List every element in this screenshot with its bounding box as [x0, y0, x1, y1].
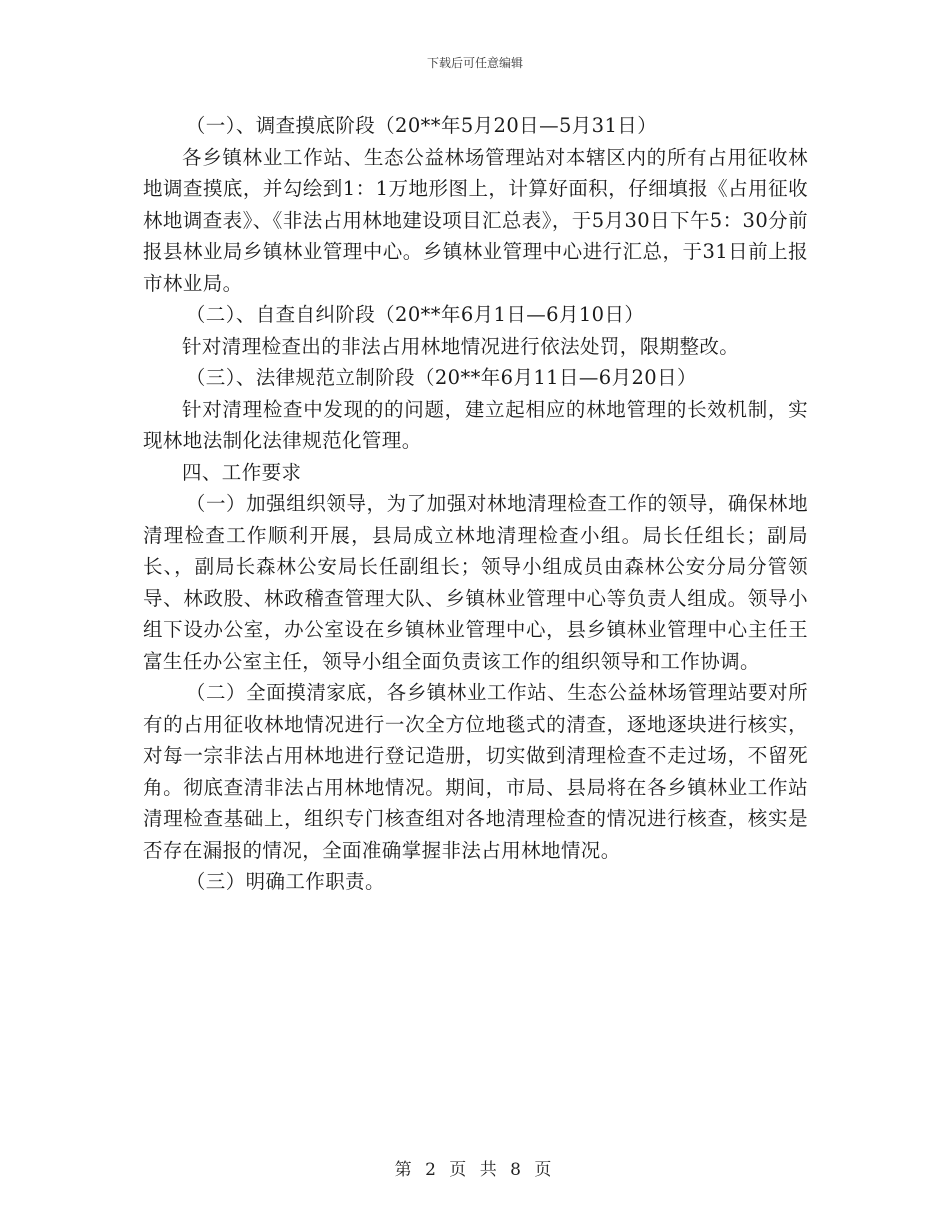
stage-one-heading: （一）、调查摸底阶段（20**年5月20日—5月31日） [185, 114, 658, 137]
header-note: 下载后可任意编辑 [426, 56, 523, 70]
requirement-three-paragraph: （三）明确工作职责。 [185, 870, 385, 893]
stage-three-heading: （三）、法律规范立制阶段（20**年6月11日—6月20日） [185, 366, 697, 389]
stage-three-paragraph: 针对清理检查中发现的的问题，建立起相应的林地管理的长效机制，实现林地法制化法律规范化管理。 [143, 397, 808, 452]
requirement-two-paragraph: （二）全面摸清家底，各乡镇林业工作站、生态公益林场管理站要对所有的占用征收林地情况进行一次全方位地毯式的清查，逐地逐块进行核实，对每一宗非法占用林地进行登记造册，切实做到清理检查不走过场，不留死角。彻底查清非法占用林地情况。期间，市局、县局将在各乡镇林业工作站清理检查基础上，组织专门核查组对各地清理检查的情况进行核查，核实是否存在漏报的情况，全面准确掌握非法占用林地情况。 [143, 681, 808, 862]
page-number: 第 2 页 共 8 页 [394, 1160, 556, 1180]
requirement-one-paragraph: （一）加强组织领导，为了加强对林地清理检查工作的领导，确保林地清理检查工作顺利开展，县局成立林地清理检查小组。局长任组长；副局长、，副局长森林公安局长任副组长；领导小组成员由森林公安分局分管领导、林政股、林政稽查管理大队、乡镇林业管理中心等负责人组成。领导小组下设办公室，办公室设在乡镇林业管理中心，县乡镇林业管理中心主任王富生任办公室主任，领导小组全面负责该工作的组织领导和工作协调。 [143, 492, 808, 673]
stage-one-paragraph: 各乡镇林业工作站、生态公益林场管理站对本辖区内的所有占用征收林地调查摸底，并勾绘到1：1万地形图上，计算好面积，仔细填报《占用征收林地调查表》、《非法占用林地建设项目汇总表》，于5月30日下午5：30分前报县林业局乡镇林业管理中心。乡镇林业管理中心进行汇总，于31日前上报市林业局。 [143, 145, 808, 295]
document-body [143, 110, 808, 898]
section-four-heading: 四、工作要求 [182, 460, 302, 484]
stage-two-paragraph: 针对清理检查出的非法占用林地情况进行依法处罚，限期整改。 [182, 334, 740, 358]
stage-two-heading: （二）、自查自纠阶段（20**年6月1日—6月10日） [185, 303, 645, 326]
